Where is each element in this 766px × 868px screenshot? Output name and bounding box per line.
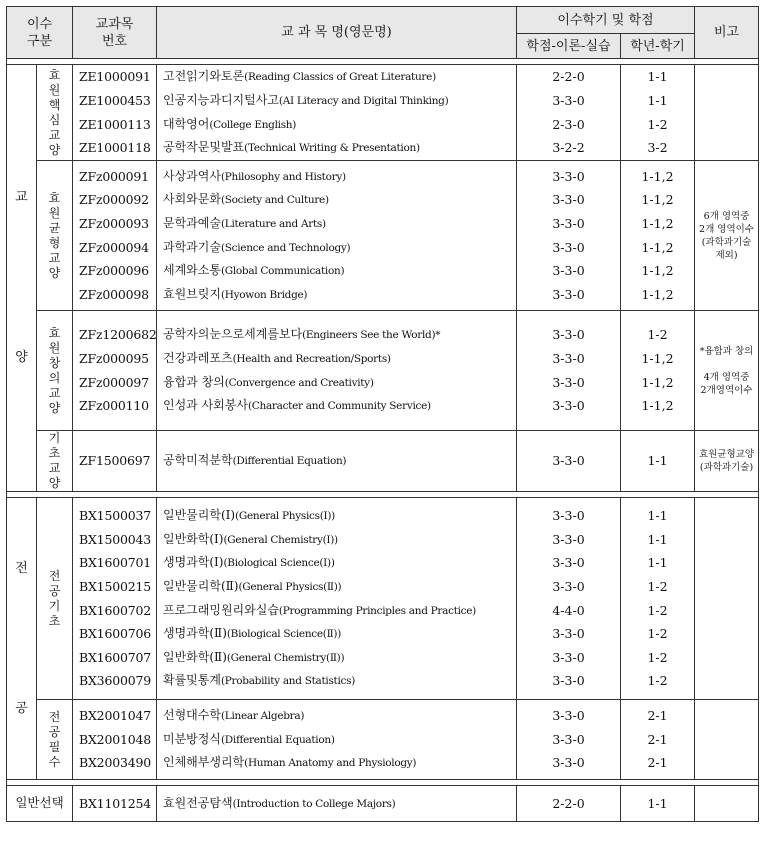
course-code: BX1500043: [79, 531, 151, 547]
course-name-en: (Health and Recreation/Sports): [232, 352, 391, 365]
credit-breakdown: 3-3-0: [552, 239, 585, 255]
course-name: [157, 259, 516, 283]
course-name: [157, 575, 516, 599]
course-name: [157, 599, 516, 623]
course-name-ko: 문학과예술: [163, 215, 221, 230]
course-name: [157, 89, 516, 113]
course-name-ko: 선형대수학: [163, 708, 221, 723]
year-semester: 1-1: [647, 69, 668, 85]
course-name-en: (Differential Equation): [232, 455, 347, 468]
course-name-cell: [157, 786, 517, 822]
credit-breakdown: 3-3-0: [552, 350, 585, 366]
course-name: [157, 323, 516, 347]
header-remarks: 비고: [695, 7, 759, 59]
category-label: 교양: [15, 190, 28, 365]
course-code: BX1600702: [79, 602, 151, 618]
remarks-text: 효원균형교양 (과학과기술): [698, 449, 755, 473]
course-name-en: (Character and Community Service): [247, 400, 431, 413]
course-name-cell: [157, 498, 517, 700]
credit-breakdown-cell: [517, 700, 621, 780]
course-code: BX1500215: [79, 578, 151, 594]
credit-breakdown: 3-3-0: [552, 286, 585, 302]
course-name: [157, 551, 516, 575]
course-name-ko: 일반화학(Ⅱ): [163, 649, 227, 664]
year-semester: 1-1: [647, 795, 668, 811]
credit-breakdown: 3-3-0: [552, 263, 585, 279]
credit-breakdown: 2-2-0: [552, 795, 585, 811]
course-group-row: [7, 65, 759, 161]
credit-breakdown: 3-3-0: [552, 555, 585, 571]
credit-breakdown: 3-3-0: [552, 168, 585, 184]
year-semester-cell: [621, 65, 695, 161]
course-code: ZFz000092: [79, 192, 149, 208]
remarks-cell: [695, 431, 759, 492]
course-code: ZF1500697: [79, 453, 151, 469]
subcategory-cell: [37, 161, 73, 311]
subcategory-label: 전공기초: [48, 568, 61, 628]
course-code: ZFz000093: [79, 215, 149, 231]
year-semester: 1-1,2: [641, 350, 674, 366]
course-name-cell: [157, 161, 517, 311]
year-semester: 1-1,2: [641, 168, 674, 184]
course-name-en: (Introduction to College Majors): [232, 797, 396, 810]
credit-breakdown: 3-3-0: [552, 626, 585, 642]
course-name-ko: 일반물리학(Ⅰ): [163, 508, 236, 523]
credit-breakdown: 3-3-0: [552, 327, 585, 343]
course-name-en: (Engineers See the World)*: [302, 329, 441, 342]
year-semester-cell: [621, 786, 695, 822]
course-code: ZFz000095: [79, 350, 149, 366]
year-semester: 1-1: [647, 531, 668, 547]
course-name-ko: 공학미적분학: [163, 453, 233, 468]
course-name-ko: 인공지능과디지털사고: [163, 92, 279, 107]
credit-breakdown-cell: [517, 786, 621, 822]
subcategory-label: 효원핵심교양: [48, 67, 61, 157]
course-code: BX3600079: [79, 673, 151, 689]
course-name: [157, 165, 516, 189]
course-name-ko: 세계와소통: [163, 263, 221, 278]
year-semester-cell: [621, 498, 695, 700]
course-name: [157, 188, 516, 212]
course-code-cell: [73, 65, 157, 161]
credit-breakdown-cell: [517, 311, 621, 431]
course-code: ZFz1200682: [79, 327, 157, 343]
subcategory-cell: [37, 65, 73, 161]
year-semester: 1-1,2: [641, 239, 674, 255]
course-name-ko: 효원브릿지: [163, 286, 221, 301]
credit-breakdown: 3-3-0: [552, 92, 585, 108]
credit-breakdown-cell: [517, 431, 621, 492]
course-code-cell: [73, 498, 157, 700]
curriculum-table: [6, 6, 759, 822]
credit-breakdown: 4-4-0: [552, 602, 585, 618]
course-name: [157, 136, 516, 160]
header-code-text: 교과목 번호: [95, 16, 134, 49]
course-name-en: (Science and Technology): [220, 241, 351, 254]
year-semester: 1-1,2: [641, 263, 674, 279]
header-year-semester: 학년-학기: [621, 34, 695, 59]
course-name-en: (Reading Classics of Great Literature): [244, 71, 436, 84]
course-group-row: [7, 700, 759, 780]
subcategory-cell: [37, 700, 73, 780]
course-code: BX1600706: [79, 626, 151, 642]
course-name-ko: 생명과학(Ⅰ): [163, 555, 224, 570]
course-name-en: (Convergence and Creativity): [224, 376, 374, 389]
subcategory-cell: [37, 431, 73, 492]
course-name-cell: [157, 431, 517, 492]
course-group-row: [7, 161, 759, 311]
course-code: ZFz000098: [79, 286, 149, 302]
remarks-text: *융합과 창의 4개 영역중 2개영역이수: [699, 345, 754, 396]
category-label: 일반선택: [15, 795, 64, 810]
curriculum-body: [7, 59, 759, 822]
course-name-en: (General Physics(Ⅰ)): [235, 510, 335, 523]
course-name-cell: [157, 65, 517, 161]
course-name: [157, 646, 516, 670]
year-semester: 1-1: [647, 92, 668, 108]
course-name-ko: 대학영어: [163, 116, 210, 131]
year-semester: 1-1: [647, 453, 668, 469]
course-code: ZFz000097: [79, 374, 149, 390]
category-cell: [7, 65, 37, 492]
credit-breakdown: 3-3-0: [552, 374, 585, 390]
category-cell: [7, 498, 37, 780]
course-name: [157, 704, 516, 728]
year-semester: 1-2: [647, 578, 668, 594]
year-semester: 1-2: [647, 673, 668, 689]
year-semester-cell: [621, 700, 695, 780]
subcategory-label: 기초교양: [48, 431, 61, 490]
credit-breakdown: 3-3-0: [552, 453, 585, 469]
credit-breakdown: 2-3-0: [552, 116, 585, 132]
course-code: ZE1000453: [79, 92, 151, 108]
course-name-ko: 확률및통계: [163, 673, 221, 688]
credit-breakdown: 3-3-0: [552, 731, 585, 747]
credit-breakdown-cell: [517, 161, 621, 311]
course-name: [157, 113, 516, 137]
course-code: ZFz000094: [79, 239, 149, 255]
course-name: [157, 504, 516, 528]
course-name-en: (General Chemistry(Ⅰ)): [223, 533, 338, 546]
course-group-row: [7, 498, 759, 700]
header-code: [73, 7, 157, 59]
course-code: BX1500037: [79, 508, 151, 524]
category-label: 전공: [15, 560, 28, 716]
year-semester: 1-1,2: [641, 286, 674, 302]
course-name: [157, 394, 516, 418]
credit-breakdown: 3-2-2: [552, 140, 585, 156]
course-name-ko: 건강과레포츠: [163, 350, 233, 365]
course-name: [157, 283, 516, 307]
subcategory-label: 효원창의교양: [48, 325, 61, 415]
credit-breakdown: 3-3-0: [552, 192, 585, 208]
course-name-ko: 미분방정식: [163, 731, 221, 746]
course-code: BX1600707: [79, 649, 151, 665]
course-name-en: (Biological Science(Ⅰ)): [223, 557, 335, 570]
remarks-cell: [695, 311, 759, 431]
year-semester: 1-2: [647, 626, 668, 642]
course-name: [157, 528, 516, 552]
course-code: BX1600701: [79, 555, 151, 571]
remarks-text: 6개 영역중 2개 영역이수 (과학과기술 제외): [699, 210, 754, 261]
year-semester: 3-2: [647, 140, 668, 156]
category-cell: [7, 786, 73, 822]
course-code: BX2001047: [79, 708, 151, 724]
credit-breakdown: 3-3-0: [552, 755, 585, 771]
course-name-en: (Probability and Statistics): [220, 675, 356, 688]
remarks-cell: [695, 786, 759, 822]
remarks-cell: [695, 498, 759, 700]
course-name-en: (College English): [209, 118, 297, 131]
subcategory-cell: [37, 498, 73, 700]
course-name-en: (General Chemistry(Ⅱ)): [226, 651, 345, 664]
course-name-ko: 일반화학(Ⅰ): [163, 531, 224, 546]
credit-breakdown: 3-3-0: [552, 673, 585, 689]
course-name: [157, 236, 516, 260]
year-semester: 1-2: [647, 327, 668, 343]
course-name-en: (AI Literacy and Digital Thinking): [278, 94, 449, 107]
year-semester: 1-2: [647, 116, 668, 132]
course-name-en: (Human Anatomy and Physiology): [244, 757, 417, 770]
subcategory-cell: [37, 311, 73, 431]
course-name: [157, 669, 516, 693]
course-name-en: (Global Communication): [220, 265, 345, 278]
header-course-name: 교 과 목 명(영문명): [157, 7, 517, 59]
header-division: [7, 7, 73, 59]
course-name: [157, 65, 516, 89]
course-name-ko: 인성과 사회봉사: [163, 398, 248, 413]
course-name: [157, 212, 516, 236]
course-name-en: (Differential Equation): [220, 733, 335, 746]
course-group-row: [7, 431, 759, 492]
course-code: ZE1000118: [79, 140, 151, 156]
course-name-ko: 공학작문및발표: [163, 140, 245, 155]
course-name-ko: 공학자의눈으로세계를보다: [163, 327, 303, 342]
credit-breakdown: 3-3-0: [552, 531, 585, 547]
year-semester: 1-1,2: [641, 398, 674, 414]
credit-breakdown: 3-3-0: [552, 708, 585, 724]
header-division-text: 이수 구분: [26, 16, 53, 49]
year-semester: 1-2: [647, 602, 668, 618]
year-semester: 1-1,2: [641, 192, 674, 208]
course-code: ZFz000091: [79, 168, 149, 184]
remarks-cell: [695, 161, 759, 311]
course-name: [157, 728, 516, 752]
course-name-ko: 사상과역사: [163, 168, 221, 183]
year-semester: 2-1: [647, 755, 668, 771]
course-name: [157, 751, 516, 775]
course-name-en: (Technical Writing & Presentation): [244, 142, 420, 155]
course-code-cell: [73, 700, 157, 780]
remarks-cell: [695, 65, 759, 161]
curriculum-table-wrapper: [6, 6, 759, 822]
course-name-ko: 일반물리학(Ⅱ): [163, 578, 239, 593]
credit-breakdown-cell: [517, 498, 621, 700]
course-code: BX2001048: [79, 731, 151, 747]
course-name-ko: 융합과 창의: [163, 374, 225, 389]
course-name-en: (General Physics(Ⅱ)): [238, 580, 342, 593]
course-name: [157, 622, 516, 646]
course-name: [157, 371, 516, 395]
course-code: ZE1000113: [79, 116, 151, 132]
course-name-en: (Literature and Arts): [220, 217, 326, 230]
year-semester-cell: [621, 431, 695, 492]
year-semester: 1-1: [647, 508, 668, 524]
year-semester-cell: [621, 311, 695, 431]
course-name: [157, 449, 516, 473]
credit-breakdown-cell: [517, 65, 621, 161]
year-semester: 1-1,2: [641, 374, 674, 390]
course-name-ko: 효원전공탐색: [163, 795, 233, 810]
credit-breakdown: 3-3-0: [552, 398, 585, 414]
credit-breakdown: 3-3-0: [552, 649, 585, 665]
course-code: ZE1000091: [79, 69, 151, 85]
course-name-ko: 과학과기술: [163, 239, 221, 254]
course-name-en: (Philosophy and History): [220, 170, 346, 183]
course-code: BX1101254: [79, 795, 151, 811]
course-name-en: (Society and Culture): [220, 194, 329, 207]
course-name-en: (Hyowon Bridge): [220, 288, 308, 301]
credit-breakdown: 3-3-0: [552, 508, 585, 524]
year-semester-cell: [621, 161, 695, 311]
year-semester: 2-1: [647, 708, 668, 724]
course-name-cell: [157, 311, 517, 431]
course-code-cell: [73, 161, 157, 311]
credit-breakdown: 2-2-0: [552, 69, 585, 85]
course-code: BX2003490: [79, 755, 151, 771]
course-code-cell: [73, 431, 157, 492]
course-name-en: (Programming Principles and Practice): [278, 604, 476, 617]
course-name-ko: 생명과학(Ⅱ): [163, 626, 227, 641]
year-semester: 1-1: [647, 555, 668, 571]
subcategory-label: 전공필수: [48, 709, 61, 769]
subcategory-label: 효원균형교양: [48, 190, 61, 280]
credit-breakdown: 3-3-0: [552, 215, 585, 231]
credit-breakdown: 3-3-0: [552, 578, 585, 594]
course-code-cell: [73, 786, 157, 822]
year-semester: 2-1: [647, 731, 668, 747]
course-code-cell: [73, 311, 157, 431]
course-group-row: [7, 786, 759, 822]
course-name-ko: 고전읽기와토론: [163, 69, 245, 84]
header-semester-credit: 이수학기 및 학점: [517, 7, 695, 34]
course-name-en: (Linear Algebra): [220, 710, 305, 723]
header-credit-breakdown: 학점-이론-실습: [517, 34, 621, 59]
course-name-en: (Biological Science(Ⅱ)): [226, 628, 342, 641]
course-name: [157, 347, 516, 371]
course-name: [157, 792, 516, 816]
course-name-cell: [157, 700, 517, 780]
course-name-ko: 인체해부생리학: [163, 755, 245, 770]
course-group-row: [7, 311, 759, 431]
course-name-ko: 사회와문화: [163, 192, 221, 207]
remarks-cell: [695, 700, 759, 780]
course-code: ZFz000110: [79, 398, 149, 414]
year-semester: 1-1,2: [641, 215, 674, 231]
course-code: ZFz000096: [79, 263, 149, 279]
course-name-ko: 프로그래밍원리와실습: [163, 602, 279, 617]
year-semester: 1-2: [647, 649, 668, 665]
